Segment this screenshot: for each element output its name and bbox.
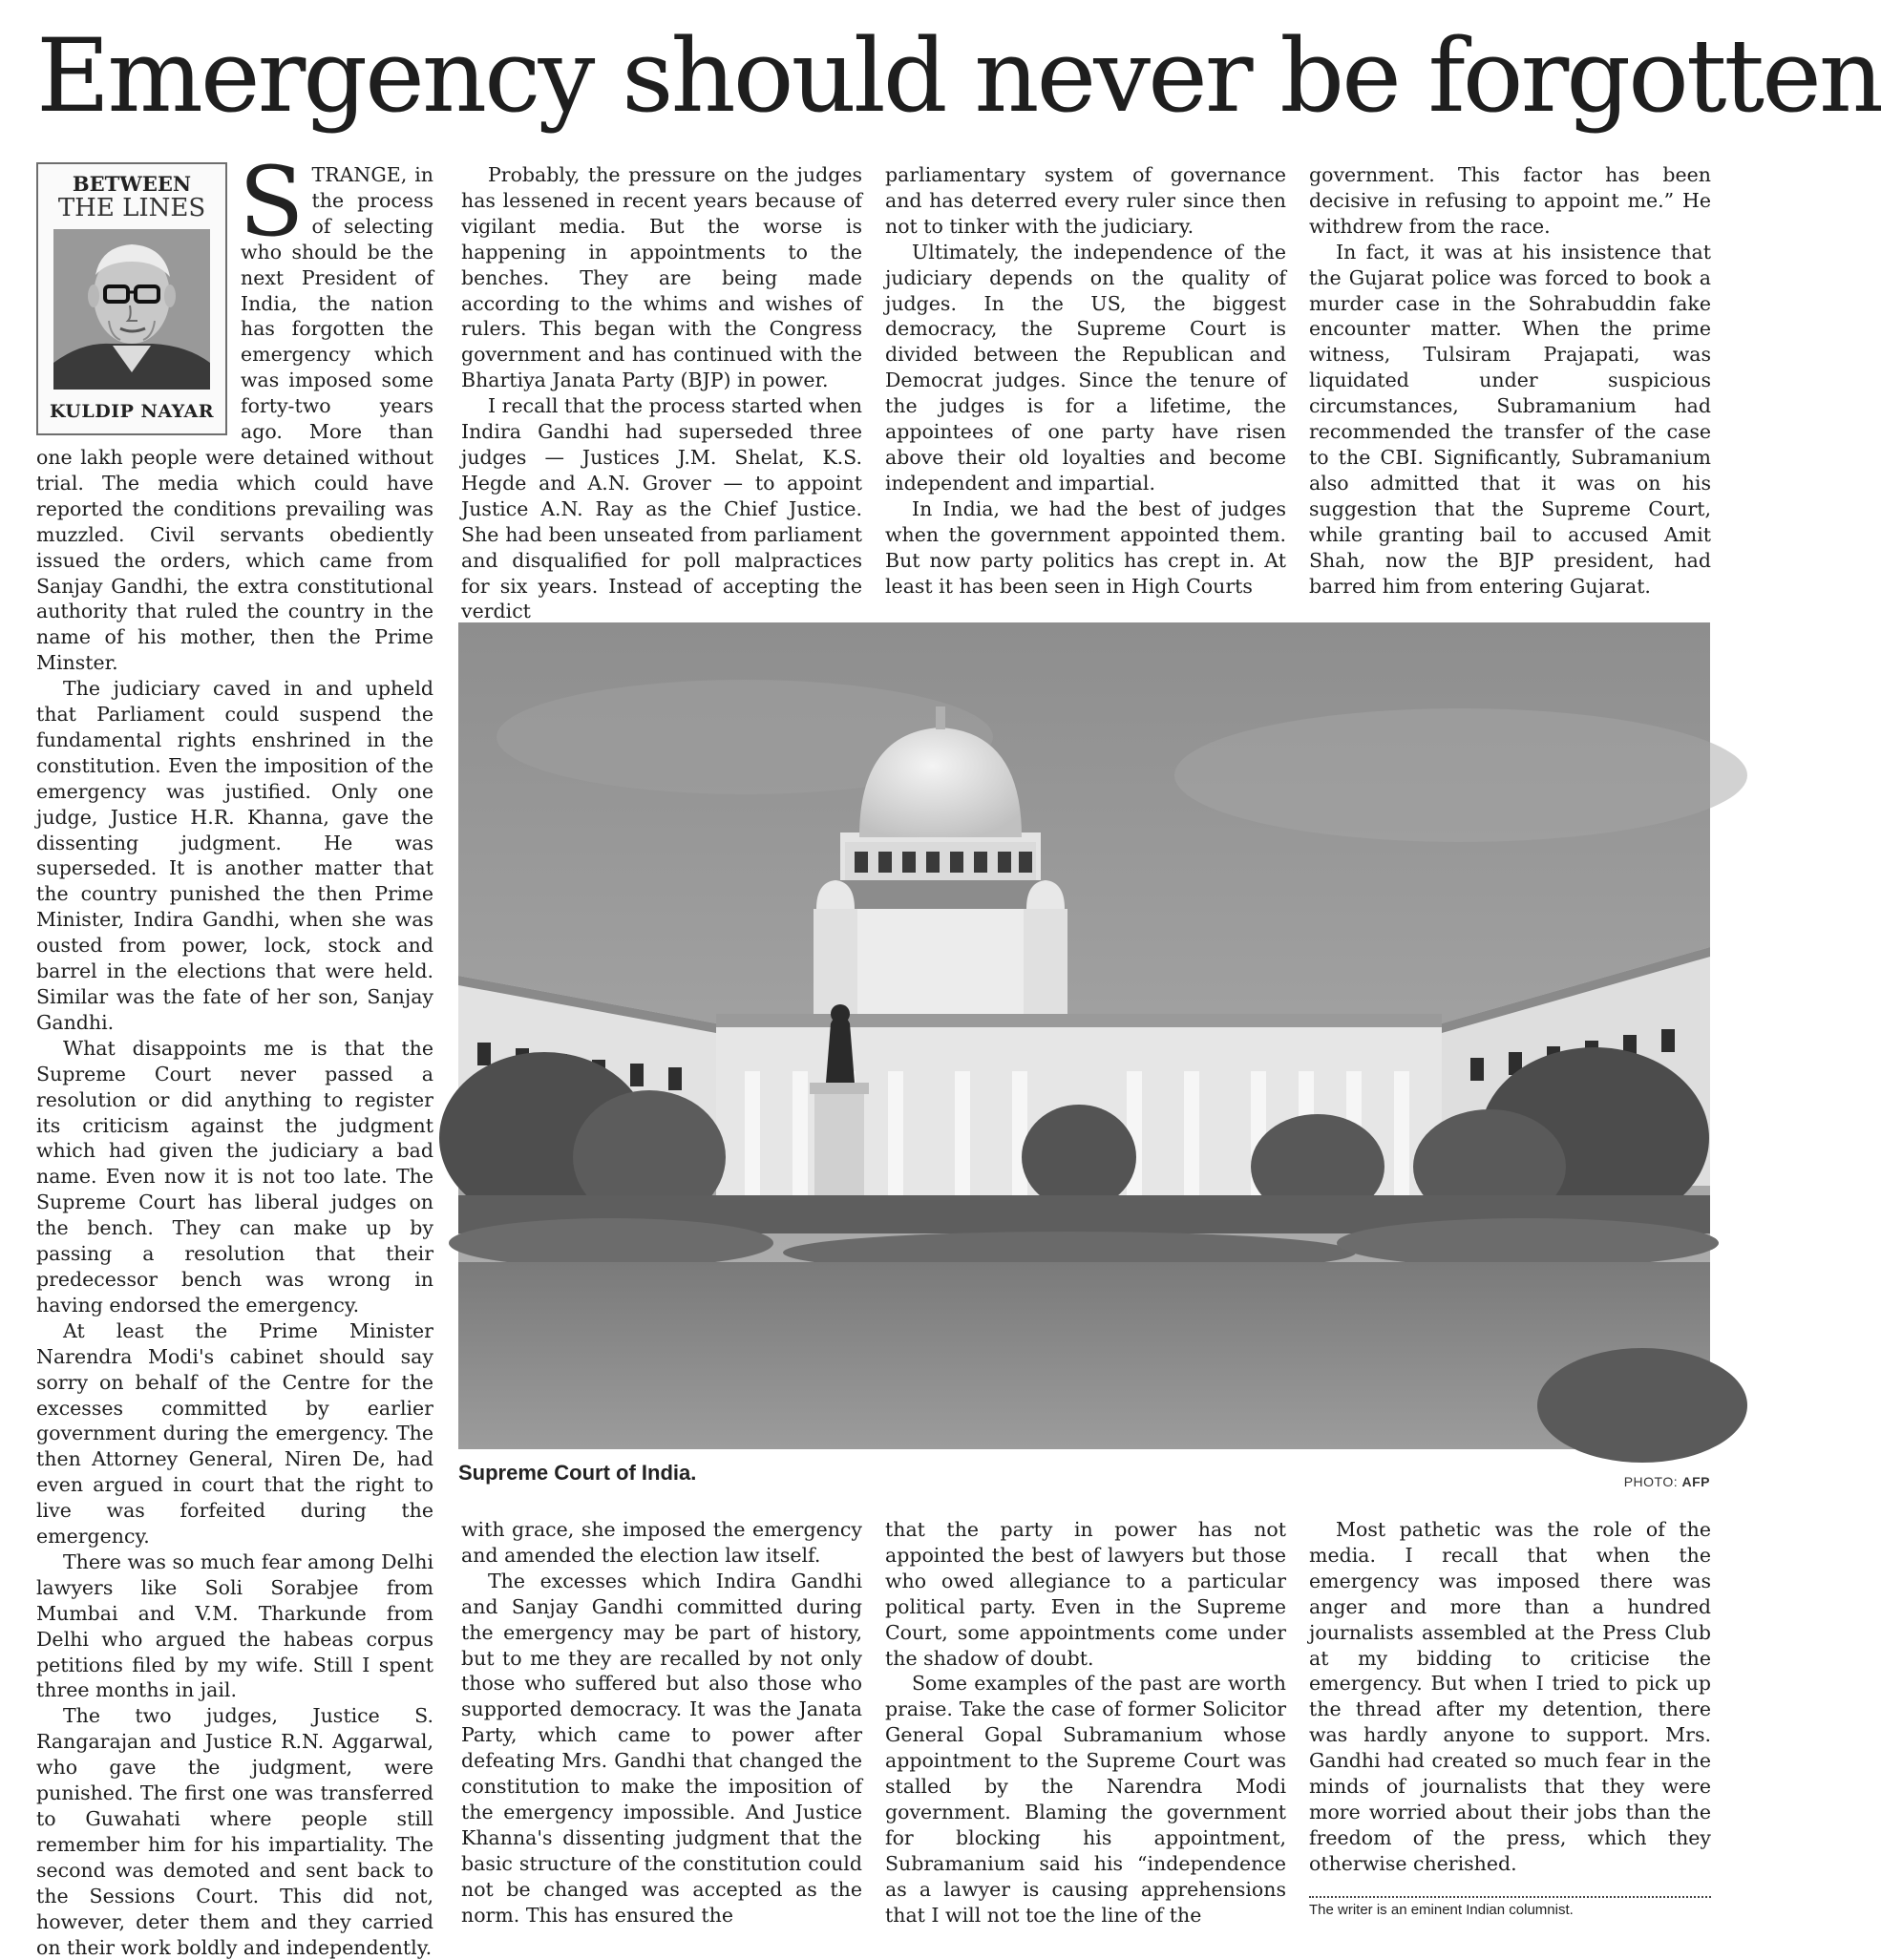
column-kicker-top: BETWEEN bbox=[72, 172, 192, 196]
photo-credit-label: PHOTO: bbox=[1623, 1474, 1679, 1489]
photo-caption: Supreme Court of India. bbox=[458, 1461, 697, 1485]
article-column-1 bbox=[36, 146, 433, 1959]
article-column-3-top bbox=[885, 162, 1286, 597]
paragraph: The excesses which Indira Gandhi and Sanjay Gandhi committed during the emergency may be part of history, but to me they are recalled by not only those who suffered but also those who supported democracy. It was the Janata Party, which came to power after defeating Mrs. Gandhi that changed the constitution to make the imposition of the emergency impossible. And Justice Khanna's dissenting judgment that the basic structure of the constitution could not be changed was accepted as the norm. This has ensured the bbox=[461, 1569, 862, 1927]
paragraph: I recall that the process started when Indira Gandhi had superseded three judges — Justices J.M. Shelat, K.S. Hegde and A.N. Grover — to appoint Justice A.N. Ray as the Chief Justice. She had been unseated from parliament and disqualified for poll malpractices for six years. Instead of accepting the verdict bbox=[461, 394, 862, 623]
column-kicker-bottom: THE LINES bbox=[57, 194, 206, 222]
supreme-court-photo bbox=[458, 622, 1710, 1449]
paragraph: Some examples of the past are worth praise. Take the case of former Solicitor General Gopal Subramanium whose appointment to the Supreme Court was stalled by the Narendra Modi government. Blaming the government for blocking his appointment, Subramanium said his “independence as a lawyer is causing apprehensions that I will not toe the line of the bbox=[885, 1672, 1286, 1927]
paragraph-2: The judiciary caved in and upheld that Parliament could suspend the fundamental rights enshrined in the constitution. Even the imposition of the emergency was justified. Only one judge, Justice H.R. Khanna, gave the dissenting judgment. He was superseded. It is another matter that the country punished the then Prime Minister, Indira Gandhi, when she was ousted from power, lock, stock and barrel in the elections that were held. Similar was the fate of her son, Sanjay Gandhi. bbox=[36, 677, 433, 1034]
paragraph: Probably, the pressure on the judges has lessened in recent years because of vigilant media. But the worse is happening in appointments to the benches. They are being made according to the whims and wishes of rulers. This began with the Congress government and has continued with the Bhartiya Janata Party (BJP) in power. bbox=[461, 163, 862, 392]
article-column-4-top bbox=[1309, 162, 1711, 597]
drop-cap: S bbox=[239, 146, 305, 258]
footnote-divider bbox=[1309, 1896, 1711, 1898]
author-portrait bbox=[53, 229, 210, 390]
paragraph-5: There was so much fear among Delhi lawyers like Soli Sorabjee from Mumbai and V.M. Tharkunde from Delhi who argued the habeas corpus petitions filed by my wife. Still I spent three months in jail. bbox=[36, 1549, 433, 1702]
paragraph: with grace, she imposed the emergency and amended the election law itself. bbox=[461, 1518, 862, 1567]
supreme-court-illustration bbox=[458, 622, 1710, 1449]
photo-credit-agency: AFP bbox=[1681, 1474, 1710, 1489]
paragraph: In India, we had the best of judges when the government appointed them. But now party politics has crept in. At least it has been seen in High Courts bbox=[885, 496, 1286, 598]
columnist-byline-box bbox=[36, 162, 227, 435]
paragraph: that the party in power has not appointed the best of lawyers but those who owed allegiance to a particular political party. Even in the Supreme Court, some appointments come under the shadow of doubt. bbox=[885, 1518, 1286, 1670]
article-column-4-bottom bbox=[1309, 1517, 1711, 1875]
paragraph: government. This factor has been decisive in refusing to appoint me.” He withdrew from the race. bbox=[1309, 163, 1711, 238]
paragraph: parliamentary system of governance and has deterred every ruler since then not to tinker with the judiciary. bbox=[885, 163, 1286, 238]
headline: Emergency should never be forgotten bbox=[36, 17, 1881, 135]
paragraph: In fact, it was at his insistence that the Gujarat police was forced to book a murder case in the Sohrabuddin fake encounter matter. When the prime witness, Tulsiram Prajapati, was liquidated under suspicious circumstances, Subramanium had recommended the transfer of the case to the CBI. Significantly, Subramanium also admitted that it was on his suggestion that the Supreme Court, while granting bail to accused Amit Shah, now the BJP president, had barred him from entering Gujarat. bbox=[1309, 240, 1711, 598]
article-column-2-top bbox=[461, 162, 862, 623]
paragraph: Ultimately, the independence of the judiciary depends on the quality of judges. In the US, the biggest democracy, the Supreme Court is divided between the Republican and Democrat judges. Since the tenure of the judges is for a lifetime, the appointees of one party have risen above their old loyalties and become independent and impartial. bbox=[885, 240, 1286, 495]
article-column-3-bottom bbox=[885, 1517, 1286, 1926]
article-column-2-bottom bbox=[461, 1517, 862, 1926]
author-name: KULDIP NAYAR bbox=[49, 401, 215, 422]
author-footnote: The writer is an eminent Indian columnist. bbox=[1309, 1902, 1574, 1918]
photo-credit bbox=[1624, 1474, 1710, 1489]
paragraph-3: What disappoints me is that the Supreme Court never passed a resolution or did anything to register its criticism against the judgment which had given the judiciary a bad name. Even now it is not too late. The Supreme Court has liberal judges on the bench. They can make up by passing a resolution that their predecessor bench was wrong in having endorsed the emergency. bbox=[36, 1036, 433, 1317]
paragraph-4: At least the Prime Minister Narendra Modi's cabinet should say sorry on behalf of the Centre for the excesses committed by earlier government during the emergency. The then Attorney General, Niren De, had even argued in court that the right to live was forfeited during the emergency. bbox=[36, 1318, 433, 1549]
paragraph-1-text: TRANGE, in the process of selecting who should be the next President of India, the nation has forgotten the emergency which was imposed some forty-two years ago. More than one lakh people were detained without trial. The media which could have reported the conditions prevailing was muzzled. Civil servants obediently issued the orders, which came from Sanjay Gandhi, the extra constitutional authority that ruled the country in the name of his mother, then the Prime Minster. bbox=[36, 163, 433, 675]
paragraph: Most pathetic was the role of the media. I recall that when the emergency was imposed there was anger and more than a hundred journalists assembled at the Press Club at my bidding to criticise the emergency. But when I tried to pick up the thread after my detention, there was hardly anyone to support. Mrs. Gandhi had created so much fear in the minds of journalists that they were more worried about their jobs than the freedom of the press, which they otherwise cherished. bbox=[1309, 1518, 1711, 1875]
paragraph-6: The two judges, Justice S. Rangarajan and Justice R.N. Aggarwal, who gave the judgment, were punished. The first one was transferred to Guwahati where people still remember him for his impartiality. The second was demoted and sent back to the Sessions Court. This did not, however, deter them and they carried on their work boldly and independently. bbox=[36, 1704, 433, 1959]
